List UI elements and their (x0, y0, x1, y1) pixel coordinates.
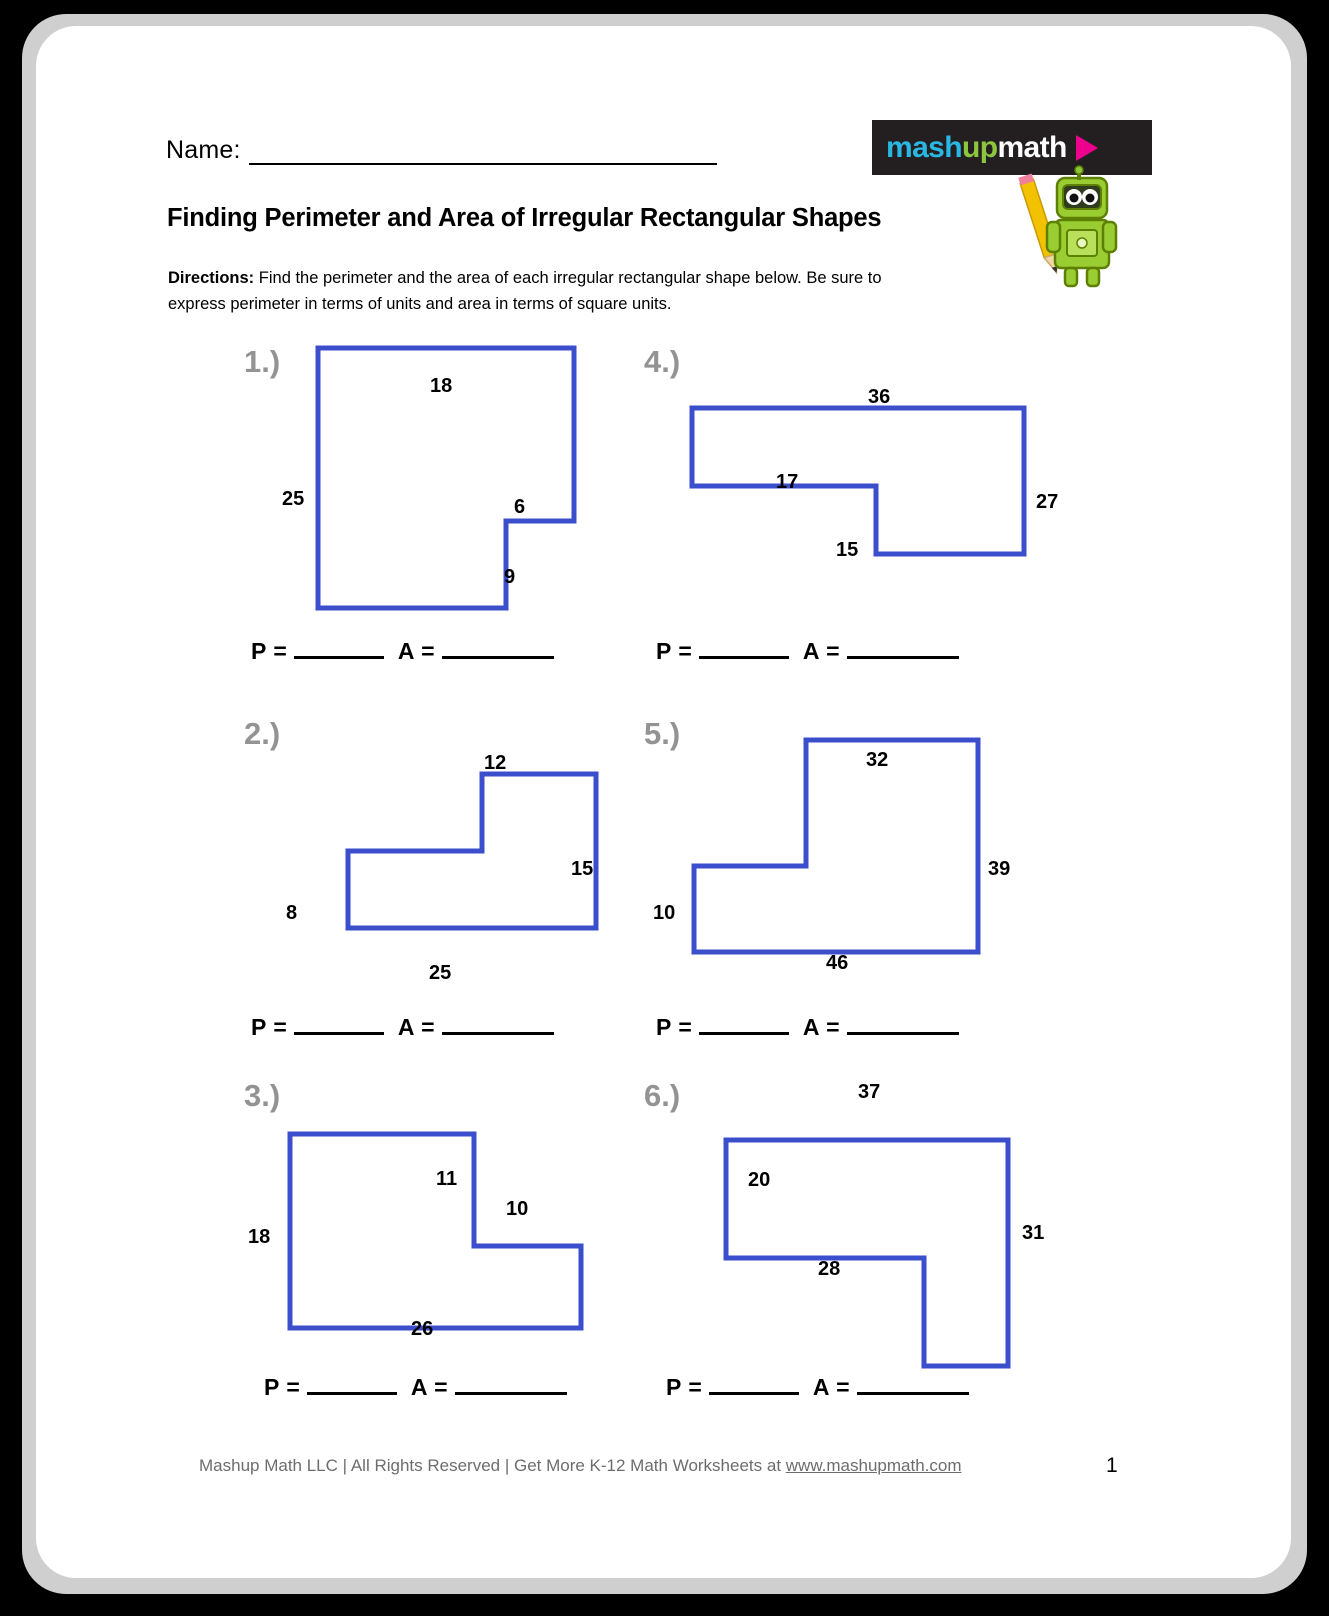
problem-1-number: 1.) (244, 344, 281, 379)
problem-5-dim-bottom: 46 (826, 952, 849, 974)
problem-5-dim-top: 32 (866, 749, 889, 771)
problem-2-area-blank[interactable] (442, 1015, 554, 1035)
problem-3-answers (264, 1374, 567, 1401)
problem-2-dim-bottom: 25 (429, 962, 452, 984)
name-input-line[interactable] (249, 139, 717, 165)
problem-5-dim-right: 39 (988, 858, 1011, 880)
problem-5-perimeter-blank[interactable] (699, 1015, 789, 1035)
robot-mascot-icon (1011, 164, 1141, 294)
problem-6-shape (696, 1096, 1026, 1381)
directions-text (168, 266, 928, 317)
problem-5-area-label: A = (802, 1014, 847, 1040)
problem-1-area-label: A = (397, 638, 442, 664)
name-label: Name: (166, 136, 241, 164)
directions-label: Directions: (168, 269, 255, 287)
problem-1-dim-top: 18 (430, 375, 453, 397)
problem-4-area-label: A = (802, 638, 847, 664)
problem-2-perimeter-label: P = (251, 1014, 295, 1040)
problem-2-shape (306, 756, 616, 971)
problem-3-perimeter-blank[interactable] (307, 1375, 397, 1395)
footer (199, 1456, 962, 1476)
problem-6-area-label: A = (812, 1374, 857, 1400)
problem-1-perimeter-blank[interactable] (294, 639, 384, 659)
page-title: Finding Perimeter and Area of Irregular Rectangular Shapes (167, 204, 882, 232)
problem-6-number: 6.) (644, 1078, 681, 1113)
problem-6-dim-left: 20 (748, 1169, 771, 1191)
problem-4-dim-inner: 15 (836, 539, 859, 561)
problem-2-dim-right: 15 (571, 858, 594, 880)
page-number: 1 (1106, 1454, 1118, 1477)
problem-3-dim-left: 18 (248, 1226, 271, 1248)
problem-2-area-label: A = (397, 1014, 442, 1040)
directions-body: Find the perimeter and the area of each irregular rectangular shape below. Be sure to express perimeter in terms of units and area in terms of square units. (168, 269, 882, 313)
worksheet-content (36, 26, 1291, 1578)
problem-5-number: 5.) (644, 716, 681, 751)
problem-4-dim-mid: 17 (776, 471, 799, 493)
problem-6-dim-right: 31 (1022, 1222, 1045, 1244)
problem-1-answers (251, 638, 554, 665)
problem-1-dim-left: 25 (282, 488, 305, 510)
problem-2-number: 2.) (244, 716, 281, 751)
play-triangle-icon (1076, 135, 1098, 161)
problem-4-number: 4.) (644, 344, 681, 379)
problem-4-dim-right: 27 (1036, 491, 1059, 513)
problem-1-dim-bottom-right: 9 (504, 566, 516, 588)
problem-3-perimeter-label: P = (264, 1374, 308, 1400)
problem-6-perimeter-blank[interactable] (709, 1375, 799, 1395)
problem-2-answers (251, 1014, 554, 1041)
problem-6-answers (666, 1374, 969, 1401)
problem-6-dim-bottom: 28 (818, 1258, 841, 1280)
problem-5-perimeter-label: P = (656, 1014, 700, 1040)
problem-1-area-blank[interactable] (442, 639, 554, 659)
problem-2-perimeter-blank[interactable] (294, 1015, 384, 1035)
problem-5-area-blank[interactable] (847, 1015, 959, 1035)
footer-text: Mashup Math LLC | All Rights Reserved | Get More K-12 Math Worksheets at (199, 1456, 786, 1475)
problem-4-area-blank[interactable] (847, 639, 959, 659)
problem-5-answers (656, 1014, 959, 1041)
problem-4-perimeter-label: P = (656, 638, 700, 664)
problem-3-shape (266, 1106, 596, 1336)
problem-6-dim-top: 37 (858, 1081, 881, 1103)
name-field-row (166, 136, 717, 165)
problem-1-perimeter-label: P = (251, 638, 295, 664)
problem-4-answers (656, 638, 959, 665)
problem-5-shape (676, 726, 1006, 976)
logo-text-math: math (997, 130, 1067, 164)
problem-2-dim-top: 12 (484, 752, 507, 774)
problem-3-area-label: A = (410, 1374, 455, 1400)
logo-text-up: up (961, 130, 998, 164)
footer-link[interactable]: www.mashupmath.com (785, 1456, 962, 1475)
problem-3-number: 3.) (244, 1078, 281, 1113)
problem-6-perimeter-label: P = (666, 1374, 710, 1400)
problem-4-shape (676, 376, 1036, 596)
problem-3-area-blank[interactable] (455, 1375, 567, 1395)
problem-3-dim-inner-top: 10 (506, 1198, 529, 1220)
problem-1-dim-right: 6 (514, 496, 526, 518)
problem-4-perimeter-blank[interactable] (699, 639, 789, 659)
problem-5-dim-left: 10 (653, 902, 676, 924)
problem-2-dim-left: 8 (286, 902, 298, 924)
worksheet-page (36, 26, 1291, 1578)
problem-6-area-blank[interactable] (857, 1375, 969, 1395)
logo-text-mash: mash (886, 130, 962, 164)
problem-4-dim-top: 36 (868, 386, 891, 408)
problem-3-dim-inner-left: 11 (436, 1168, 458, 1190)
problem-3-dim-bottom: 26 (411, 1318, 434, 1340)
